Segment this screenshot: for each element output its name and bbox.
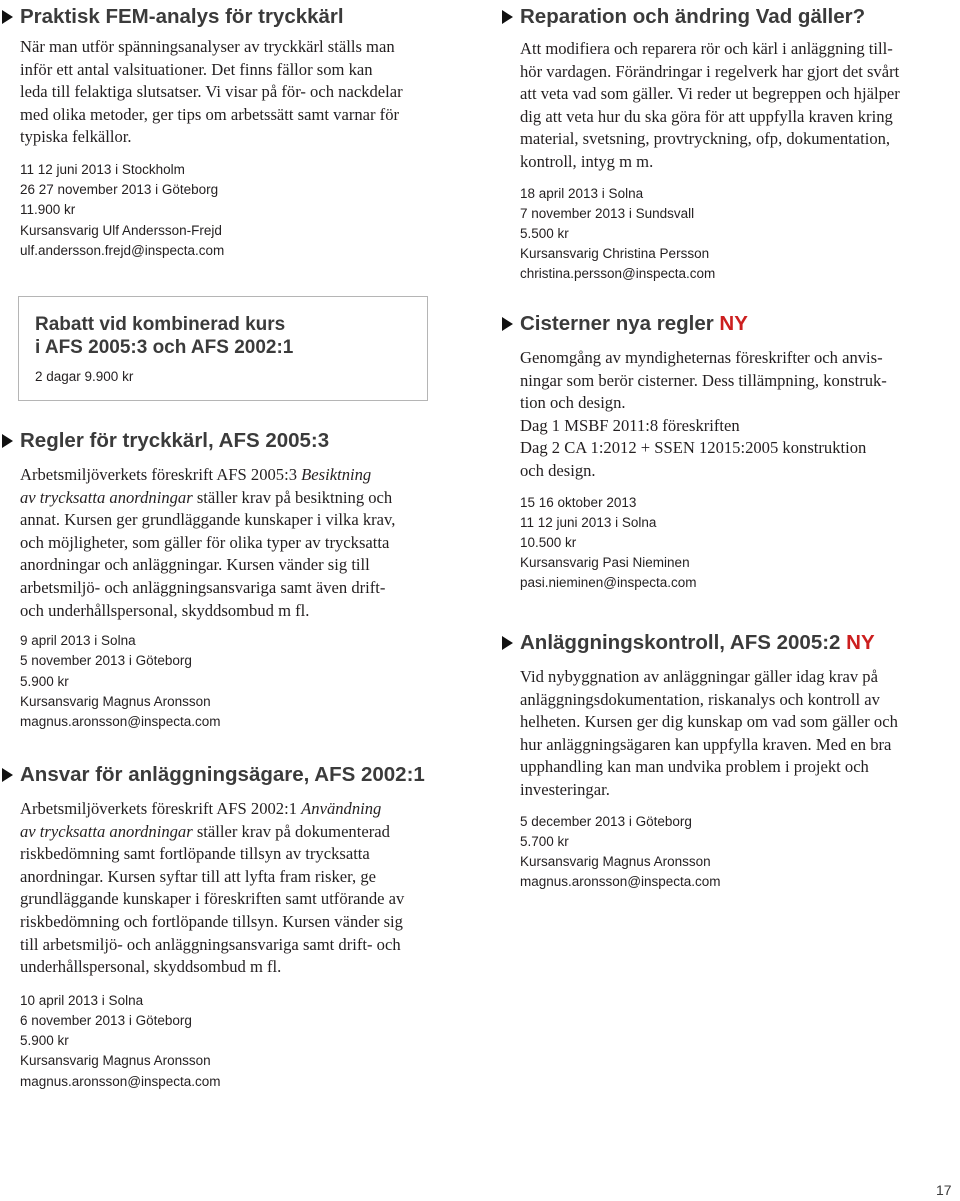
price: 5.900 kr — [20, 673, 69, 689]
course-regler — [0, 428, 460, 732]
email-link[interactable]: magnus.aronsson@inspecta.com — [520, 874, 721, 890]
course-kontroll-title: Anläggningskontroll, AFS 2005:2 NY — [500, 630, 940, 656]
triangle-bullet-icon — [2, 10, 13, 24]
date: 26 27 november 2013 i Göteborg — [20, 182, 219, 198]
course-fem — [0, 4, 460, 261]
triangle-bullet-icon — [502, 317, 513, 331]
course-kontroll-description: Vid nybyggnation av anläggningar gäller idag krav på anläggningsdokumentation, riskanalys och kontroll av helheten. Kursen ger dig kunskap om vad som gäller och hur anläggningsägaren kan uppfylla kraven. Med en bra upphandling kan man undvika problem i projekt och investeringar. — [520, 667, 898, 799]
email-link[interactable]: magnus.aronsson@inspecta.com — [20, 713, 221, 729]
course-ansvar-title: Ansvar för anläggningsägare, AFS 2002:1 — [0, 762, 460, 788]
course-fem-title: Praktisk FEM-analys för tryckkärl — [0, 4, 460, 30]
course-ansvar — [0, 762, 460, 1092]
discount-box — [18, 296, 428, 401]
course-leader: Kursansvarig Christina Persson — [520, 246, 710, 262]
new-badge: NY — [846, 631, 875, 654]
date: 9 april 2013 i Solna — [20, 633, 136, 649]
course-reparation-title: Reparation och ändring Vad gäller? — [500, 4, 940, 30]
course-fem-description: När man utför spänningsanalyser av tryckkärl ställs man inför ett antal valsituationer. Det finns fällor som kan leda till felaktiga slutsatser. Vi visar på för- och nackdelar med olika metoder, ger tips om arbetssätt samt varnar för typiska felkällor. — [20, 37, 403, 147]
new-badge: NY — [719, 312, 748, 335]
email-link[interactable]: pasi.nieminen@inspecta.com — [520, 575, 697, 591]
course-reparation-details — [500, 184, 940, 285]
course-reparation-description: Att modifiera och reparera rör och kärl i anläggning till- hör vardagen. Förändringar i regelverk har gjort det svårt att veta vad som gäller. Vi reder ut begreppen och hjälper dig att veta hur du ska göra för att uppfylla kraven kring material, svetsning, provtryckning, ofp, dokumentation, kontroll, intyg m m. — [520, 39, 900, 171]
course-leader: Kursansvarig Ulf Andersson-Frejd — [20, 222, 222, 238]
course-regler-title: Regler för tryckkärl, AFS 2005:3 — [0, 428, 460, 454]
date: 10 april 2013 i Solna — [20, 992, 144, 1008]
date: 5 december 2013 i Göteborg — [520, 813, 692, 829]
triangle-bullet-icon — [502, 10, 513, 24]
triangle-bullet-icon — [2, 434, 13, 448]
triangle-bullet-icon — [502, 636, 513, 650]
course-leader: Kursansvarig Magnus Aronsson — [20, 693, 211, 709]
discount-title: Rabatt vid kombinerad kurs i AFS 2005:3 och AFS 2002:1 — [35, 314, 294, 358]
course-cisterner-description: Genomgång av myndigheternas föreskrifter och anvis- ningar som berör cisterner. Dess tillämpning, konstruk- tion och design. Dag 1 MSBF 2011:8 föreskriften Dag 2 CA 1:2012 + SSEN 12015:2005 konstruktion och design. — [520, 348, 887, 480]
price: 5.500 kr — [520, 225, 569, 241]
discount-price: 2 dagar 9.900 kr — [35, 369, 134, 384]
email-link[interactable]: magnus.aronsson@inspecta.com — [20, 1073, 221, 1089]
page-number: 17 — [936, 1182, 952, 1198]
date: 18 april 2013 i Solna — [520, 185, 644, 201]
course-cisterner-details — [500, 493, 940, 594]
course-cisterner-title: Cisterner nya regler NY — [500, 311, 940, 337]
course-cisterner — [500, 311, 940, 594]
date: 11 12 juni 2013 i Solna — [520, 514, 657, 530]
course-kontroll — [500, 630, 940, 892]
triangle-bullet-icon — [2, 768, 13, 782]
price: 10.500 kr — [520, 534, 577, 550]
price: 11.900 kr — [20, 202, 76, 218]
course-leader: Kursansvarig Pasi Nieminen — [520, 555, 690, 571]
course-leader: Kursansvarig Magnus Aronsson — [20, 1053, 211, 1069]
date: 15 16 oktober 2013 — [520, 494, 637, 510]
date: 5 november 2013 i Göteborg — [20, 653, 192, 669]
course-ansvar-description: Arbetsmiljöverkets föreskrift AFS 2002:1 Användning av trycksatta anordningar ställer krav på dokumenterad riskbedömning samt fortlöpande tillsyn av trycksatta anordningar. Kursen syftar till att lyfta fram risker, ge grundläggande kunskaper i föreskriften samt utförande av riskbedömning och fortlöpande tillsyn. Kursen vänder sig till arbetsmiljö- och anläggningsansvariga samt drift- och underhållspersonal, skyddsombud m fl. — [20, 799, 405, 977]
course-kontroll-details — [500, 812, 940, 893]
price: 5.900 kr — [20, 1033, 69, 1049]
course-leader: Kursansvarig Magnus Aronsson — [520, 853, 711, 869]
date: 6 november 2013 i Göteborg — [20, 1012, 192, 1028]
course-fem-details — [0, 160, 460, 261]
date: 11 12 juni 2013 i Stockholm — [20, 161, 185, 177]
course-ansvar-details — [0, 991, 460, 1092]
course-reparation — [500, 4, 940, 285]
price: 5.700 kr — [520, 833, 569, 849]
email-link[interactable]: christina.persson@inspecta.com — [520, 266, 716, 282]
course-regler-description: Arbetsmiljöverkets föreskrift AFS 2005:3 Besiktning av trycksatta anordningar ställer krav på besiktning och annat. Kursen ger grundläggande kunskaper i vilka krav, och möjligheter, som gäller för olika typer av trycksatta anordningar och anläggningar. Kursen vänder sig till arbetsmiljö- och anläggningsansvariga samt även drift- och underhållspersonal, skyddsombud m fl. — [20, 465, 396, 620]
email-link[interactable]: ulf.andersson.frejd@inspecta.com — [20, 242, 225, 258]
course-regler-details — [0, 631, 460, 732]
date: 7 november 2013 i Sundsvall — [520, 205, 695, 221]
